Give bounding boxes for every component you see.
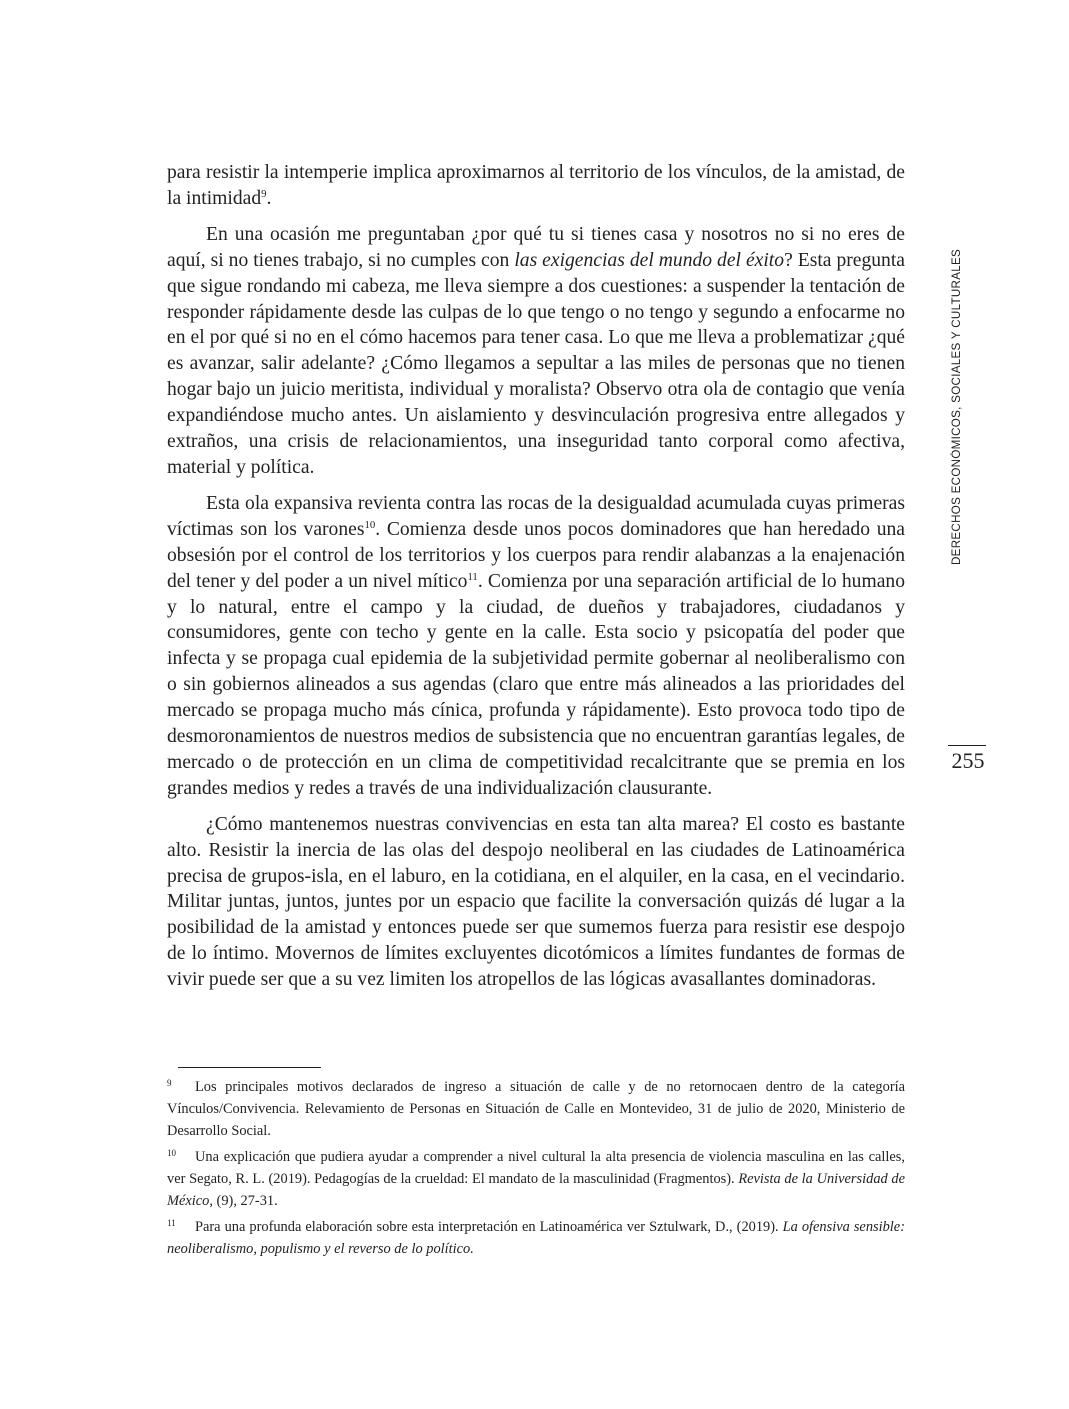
page-number-rule (948, 745, 986, 746)
footnote (167, 1142, 905, 1212)
paragraph-italic-text: las exigencias del mundo del éxito (514, 249, 785, 271)
paragraph-text: ? Esta pregunta que sigue rondando mi cabeza, me lleva siempre a dos cuestiones: a suspender la tentación de responder rápidamente desde las culpas de lo que tengo o no tengo y segundo a enfocarme no en el por qué si no en el cómo hacemos para tener casa. Lo que me lleva a problematizar ¿qué es avanzar, salir adelante? ¿Cómo llegamos a sepultar a las miles de personas que no tienen hogar bajo un juicio meritista, individual y moralista? Observo otra ola de contagio que venía expandiéndose mucho antes. Un aislamiento y desvinculación progresiva entre allegados y extraños, una crisis de relacionamientos, una inseguridad tanto corporal como afectiva, material y política. (167, 249, 905, 478)
footnote (167, 1212, 905, 1260)
paragraph-text: . Comienza desde unos pocos dominadores que han heredado una obsesión por el control de los territorios y los cuerpos para rendir alabanzas a la enajenación del tener y del poder a un nivel mítico (167, 518, 905, 592)
paragraph (167, 491, 905, 802)
footnote-text: Una explicación que pudiera ayudar a comprender a nivel cultural la alta presencia de violencia masculina en las calles, ver Segato, R. L. (2019). Pedagogías de la crueldad: El mandato de la masculinidad (Fragmentos). (167, 1149, 905, 1187)
footnote (167, 1072, 905, 1142)
paragraph (167, 812, 905, 993)
footnotes (167, 1072, 905, 1260)
footnote-italic-text: La ofensiva sensible: neoliberalismo, populismo y el reverso de lo político. (167, 1219, 905, 1257)
paragraph-text: Esta ola expansiva revienta contra las rocas de la desigualdad acumulada cuyas primeras víctimas son los varones (167, 492, 905, 540)
paragraph (167, 222, 905, 481)
footnote-ref[interactable]: 9 (261, 187, 267, 200)
footnote-number: 9 (167, 1078, 172, 1088)
page-number: 255 (951, 748, 985, 773)
footnote-text: Para una profunda elaboración sobre esta interpretación en Latinoamérica ver Sztulwark, D., (2019). (195, 1219, 783, 1235)
running-header-vertical: DERECHOS ECONÓMICOS, SOCIALES Y CULTURALES (950, 248, 963, 565)
footnote-ref[interactable]: 10 (364, 518, 376, 531)
paragraph-text: . Comienza por una separación artificial de lo humano y lo natural, entre el campo y la ciudad, de dueños y trabajadores, ciudadanos y consumidores, gente con techo y gente en la calle. Esta socio y psicopatía del poder que infecta y se propaga cual epidemia de la subjetividad permite gobernar al neoliberalismo con o sin gobiernos alineados a sus agendas (claro que entre más alineados a las prioridades del mercado se propaga mucho más cínica, profunda y rápidamente). Esto provoca todo tipo de desmoronamientos de nuestros medios de subsistencia que no encuentran garantías legales, de mercado o de protección en un clima de competitividad recalcitrante que se premia en los grandes medios y redes a través de una individualización clausurante. (167, 570, 905, 799)
paragraph-text: . (266, 187, 272, 209)
footnote-ref[interactable]: 11 (467, 570, 478, 583)
footnote-text: Los principales motivos declarados de ingreso a situación de calle y de no retornocaen dentro de la categoría Vínculos/Convivencia. Relevamiento de Personas en Situación de Calle en Montevideo, 31 de julio de 2020, Ministerio de Desarrollo Social. (167, 1079, 905, 1139)
body-text (167, 160, 905, 1003)
footnote-italic-text: Revista de la Universidad de México (167, 1171, 905, 1209)
footnote-number: 11 (167, 1218, 176, 1228)
footnote-number: 10 (167, 1148, 176, 1158)
paragraph-text: para resistir la intemperie implica aproximarnos al territorio de los vínculos, de la amistad, de la intimidad (167, 162, 905, 209)
footnote-text: , (9), 27-31. (209, 1193, 278, 1209)
paragraph-text: En una ocasión me preguntaban ¿por qué tu si tienes casa y nosotros no si no eres de aquí, si no tienes trabajo, si no cumples con (167, 223, 905, 271)
paragraph-text: ¿Cómo mantenemos nuestras convivencias en esta tan alta marea? El costo es bastante alto. Resistir la inercia de las olas del despojo neoliberal en las ciudades de Latinoamérica precisa de grupos-isla, en el laburo, en la cotidiana, en el alquiler, en la casa, en el vecindario. Militar juntas, juntos, juntes por un espacio que facilite la conversación quizás dé lugar a la posibilidad de la amistad y entonces puede ser que sumemos fuerza para resistir ese despojo de lo íntimo. Movernos de límites excluyentes dicotómicos a límites fundantes de formas de vivir puede ser que a su vez limiten los atropellos de las lógicas avasallantes dominadoras. (167, 813, 905, 991)
paragraph (167, 160, 905, 212)
footnote-separator (178, 1067, 321, 1068)
